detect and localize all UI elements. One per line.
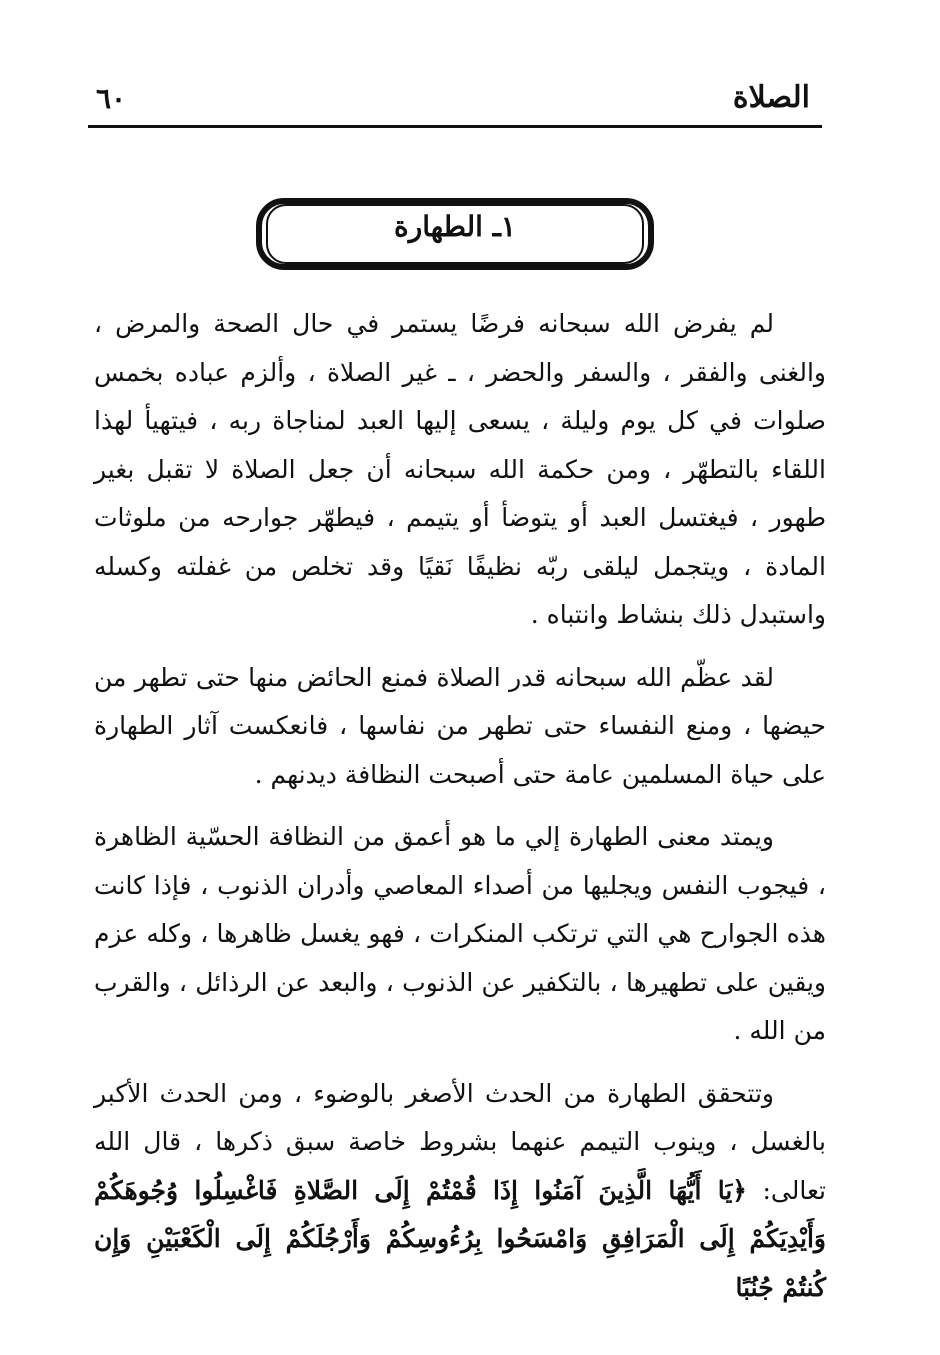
quran-verse: ﴿يَا أَيُّهَا الَّذِينَ آمَنُوا إِذَا قُمْتُمْ إِلَى الصَّلاةِ فَاغْسِلُوا وُجُوهَكُمْ وَأَيْدِيَكُمْ إِلَى الْمَرَافِقِ وَامْسَحُوا بِرُءُوسِكُمْ وَأَرْجُلَكُمْ إِلَى الْكَعْبَيْنِ وَإِن كُنتُمْ جُنُبًا	[94, 1175, 826, 1302]
paragraph-3: ويمتد معنى الطهارة إلي ما هو أعمق من النظافة الحسّية الظاهرة ، فيجوب النفس ويجليها من أصداء المعاصي وأدران الذنوب ، فإذا كانت هذه الجوارح هي التي ترتكب المنكرات ، فهو يغسل ظاهرها ، وكله عزم ويقين على تطهيرها ، بالتكفير عن الذنوب ، والبعد عن الرذائل ، والقرب من الله .	[94, 822, 826, 1045]
page-header	[88, 72, 822, 128]
paragraph-4-text: وتتحقق الطهارة من الحدث الأصغر بالوضوء ، ومن الحدث الأكبر بالغسل ، وينوب التيمم عنهما بشروط خاصة سبق ذكرها ، قال الله تعالى:	[94, 1078, 826, 1205]
body-text	[94, 300, 826, 1312]
page-number: ٦٠	[96, 82, 127, 115]
section-title-frame	[256, 198, 654, 270]
running-title: الصلاة	[732, 80, 810, 115]
header-rule	[88, 125, 822, 128]
paragraph-2: لقد عظّم الله سبحانه قدر الصلاة فمنع الحائض منها حتى تطهر من حيضها ، ومنع النفساء حتى تطهر من نفاسها ، فانعكست آثار الطهارة على حياة المسلمين عامة حتى أصبحت النظافة ديدنهم .	[94, 662, 826, 789]
paragraph-1: لم يفرض الله سبحانه فرضًا يستمر في حال الصحة والمرض ، والغنى والفقر ، والسفر والحضر ، ـ غير الصلاة ، وألزم عباده بخمس صلوات في كل يوم وليلة ، يسعى إليها العبد لمناجاة ربه ، فيتهيأ لهذا اللقاء بالتطهّر ، ومن حكمة الله سبحانه أن جعل الصلاة لا تقبل بغير طهور ، فيغتسل العبد أو يتوضأ أو يتيمم ، فيطهّر جوارحه من ملوثات المادة ، ويتجمل ليلقى ربّه نظيفًا نَقيًا وقد تخلص من غفلته وكسله واستبدل ذلك بنشاط وانتباه .	[94, 309, 826, 629]
section-title: ١ـ الطهارة	[394, 210, 516, 243]
paragraph-4	[94, 1070, 826, 1313]
